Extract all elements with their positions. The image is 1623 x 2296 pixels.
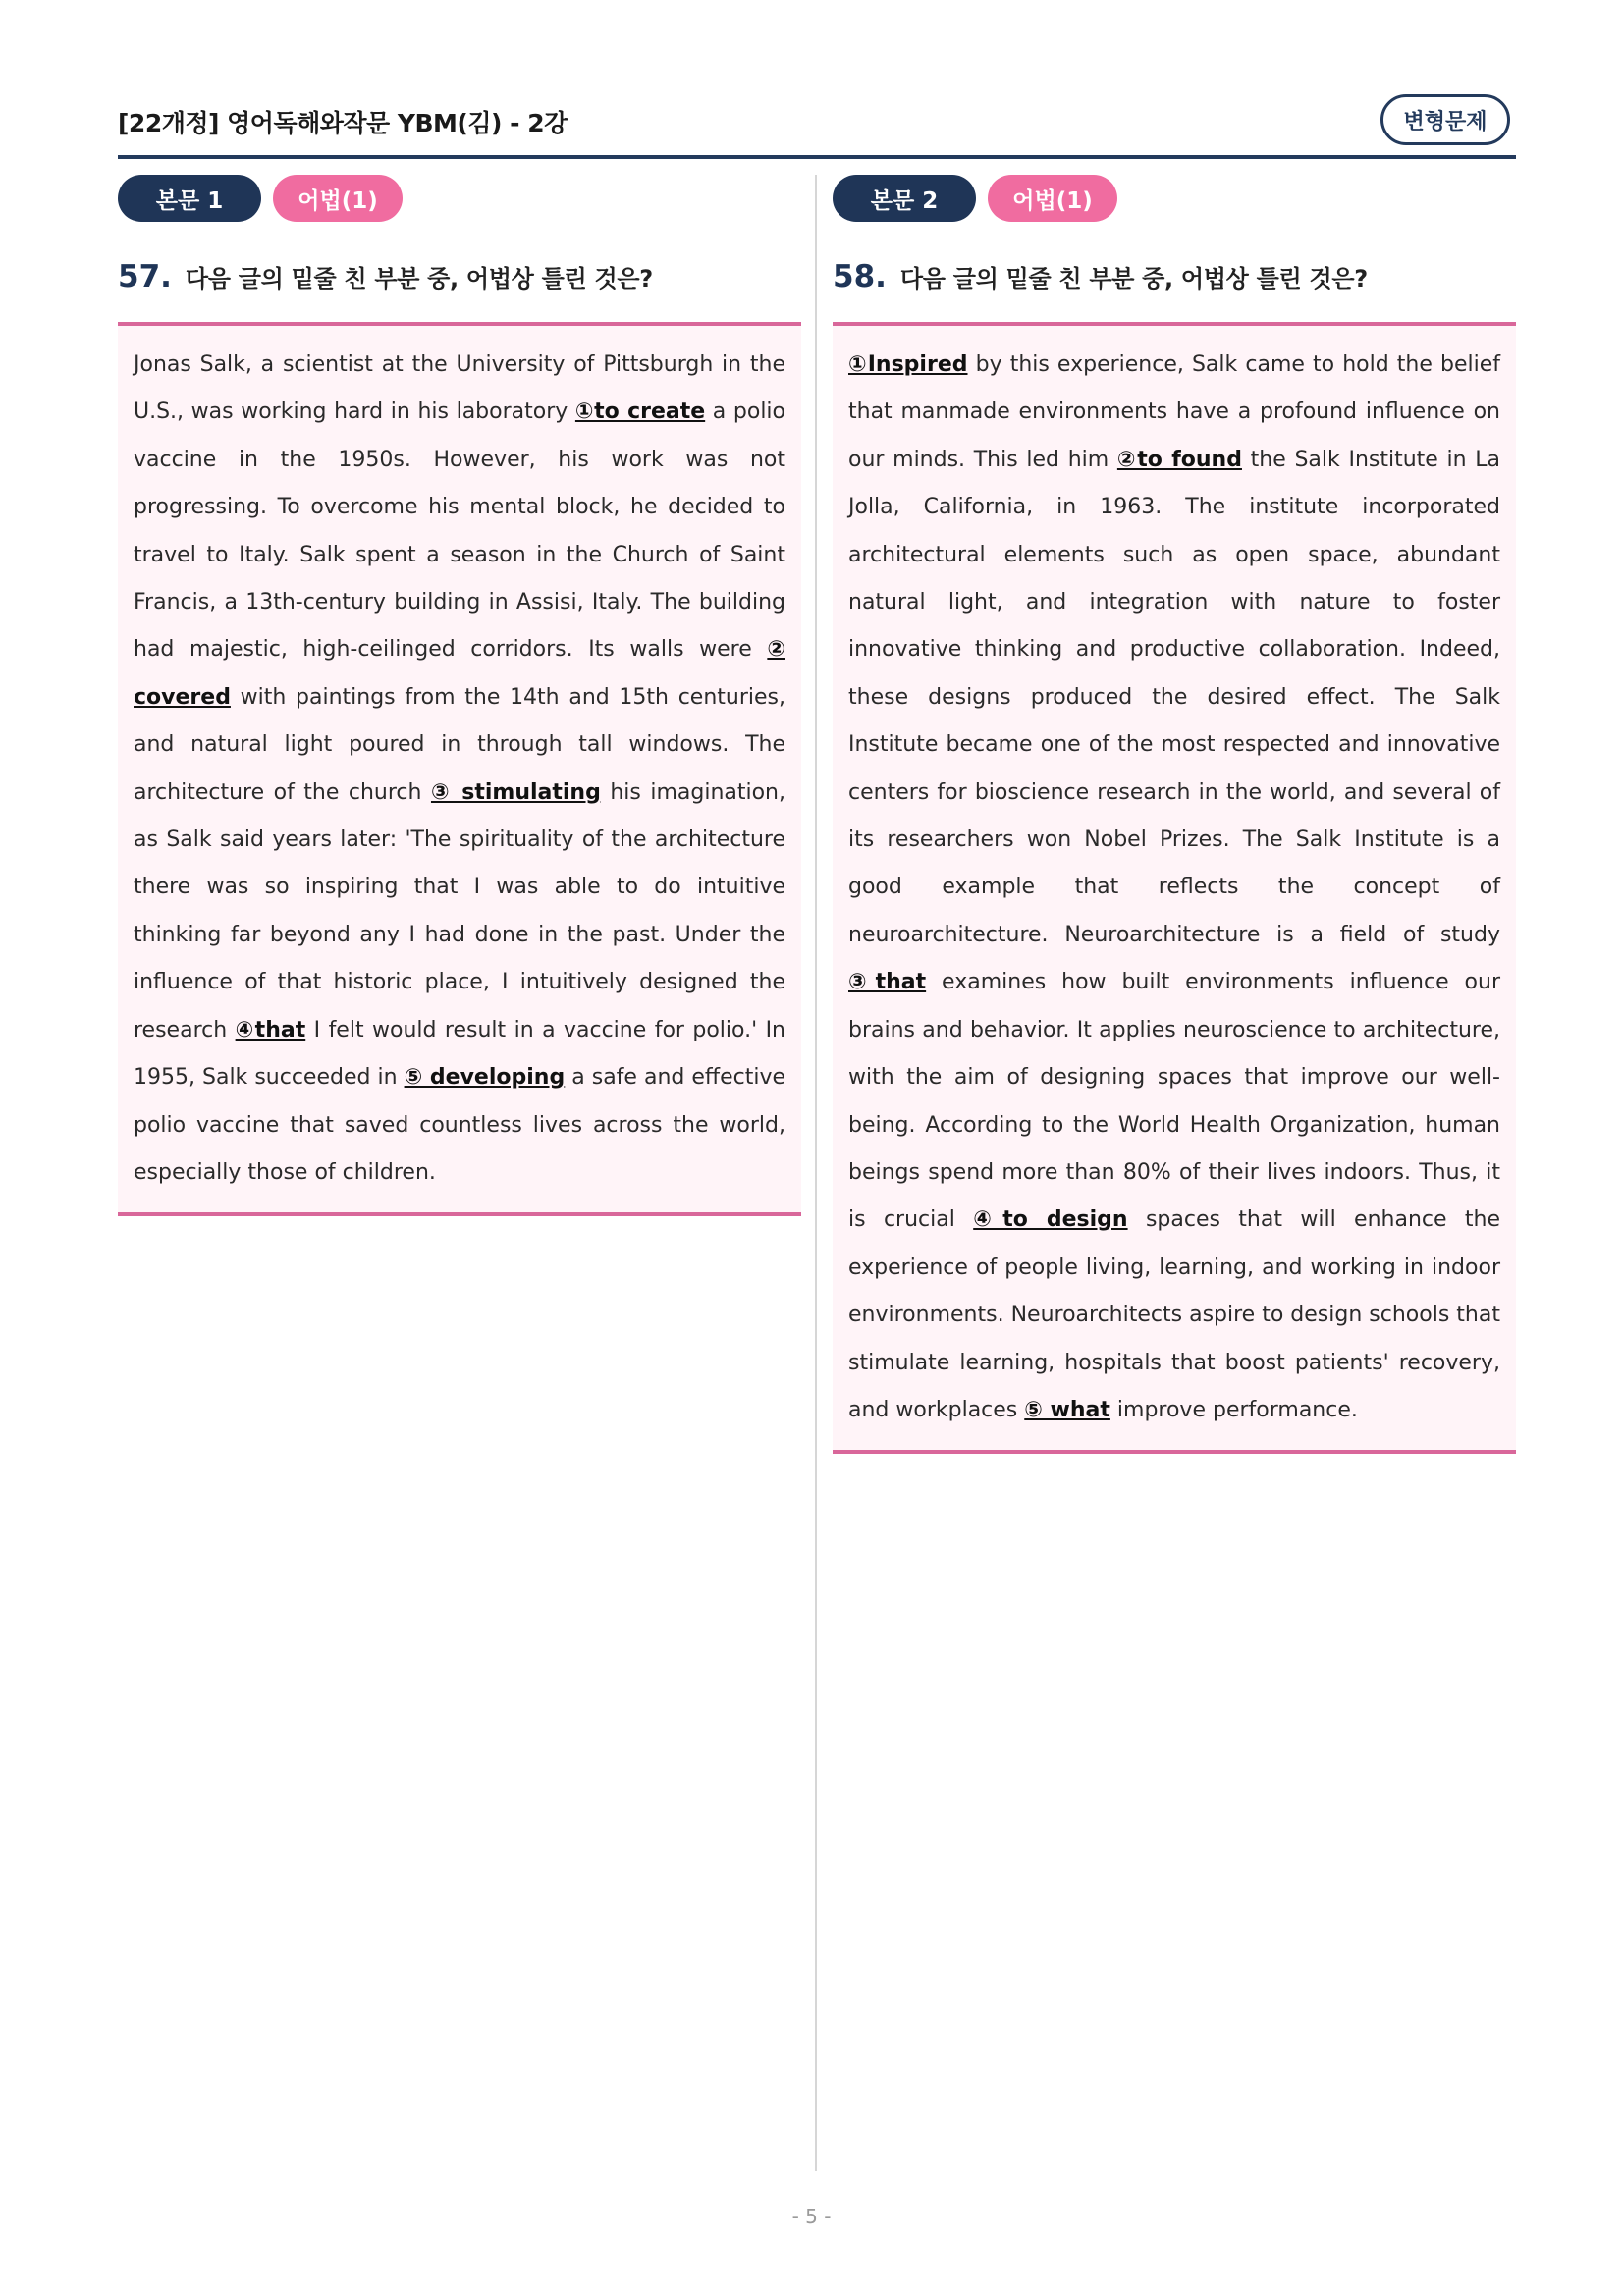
right-column	[833, 175, 1516, 1454]
section-pill: 본문 2	[833, 175, 976, 222]
type-pill: 어법(1)	[273, 175, 403, 222]
passage-text: ①Inspired by this experience, Salk came to hold the belief that manmade environments have a profound influence on our minds. This led him ②to found the Salk Institute in La Jolla, California, in 1963. The institute incorporated architectural elements such as open space, abundant natural light, and integration with nature to foster innovative thinking and productive collaboration. Indeed, these designs produced the desired effect. The Salk Institute became one of the most respected and innovative centers for bioscience research in the world, and several of its researchers won Nobel Prizes. The Salk Institute is a good example that reflects the concept of neuroarchitecture. Neuroarchitecture is a field of study ③that examines how built environments influence our brains and behavior. It applies neuroscience to architecture, with the aim of designing spaces that improve our well-being. According to the World Health Organization, human beings spend more than 80% of their lives indoors. Thus, it is crucial ④to design spaces that will enhance the experience of people living, learning, and working in indoor environments. Neuroarchitects aspire to design schools that stimulate learning, hospitals that boost patients' recovery, and workplaces ⑤ what improve performance.	[848, 352, 1501, 1422]
question-header	[118, 259, 801, 298]
question-number: 57.	[118, 259, 172, 294]
left-column	[118, 175, 801, 1216]
underlined-choice: ③ stimulating	[430, 779, 601, 805]
underlined-choice: ④that	[235, 1017, 306, 1042]
question-number: 58.	[833, 259, 887, 294]
underlined-choice: ② covered	[134, 637, 785, 710]
section-pill: 본문 1	[118, 175, 261, 222]
right-tags	[833, 175, 1516, 222]
question-header	[833, 259, 1516, 298]
passage-text: Jonas Salk, a scientist at the University of Pittsburgh in the U.S., was working hard in his laboratory ①to create a polio vaccine in the 1950s. However, his work was not progressing. To overcome his mental block, he decided to travel to Italy. Salk spent a season in the Church of Saint Francis, a 13th-century building in Assisi, Italy. The building had majestic, high-ceilinged corridors. Its walls were ② covered with paintings from the 14th and 15th centuries, and natural light poured in through tall windows. The architecture of the church ③ stimulating his imagination, as Salk said years later: 'The spirituality of the architecture there was so inspiring that I was able to do intuitive thinking far beyond any I had done in the past. Under the influence of that historic place, I intuitively designed the research ④that I felt would result in a vaccine for polio.' In 1955, Salk succeeded in ⑤ developing a safe and effective polio vaccine that saved countless lives across the world, especially those of children.	[134, 352, 786, 1185]
type-pill: 어법(1)	[988, 175, 1117, 222]
variant-badge: 변형문제	[1380, 94, 1510, 145]
passage-box	[833, 322, 1516, 1454]
column-divider	[815, 175, 817, 2171]
header-divider	[118, 155, 1516, 159]
underlined-choice: ①to create	[574, 400, 706, 425]
page-title: [22개정] 영어독해와작문 YBM(김) - 2강	[118, 109, 568, 137]
underlined-choice: ⑤ developing	[404, 1065, 566, 1091]
question-text: 다음 글의 밑줄 친 부분 중, 어법상 틀린 것은?	[185, 265, 653, 293]
underlined-choice: ①Inspired	[848, 352, 968, 377]
underlined-choice: ④to design	[973, 1207, 1128, 1233]
passage-box	[118, 322, 801, 1216]
underlined-choice: ③that	[848, 970, 927, 995]
left-tags	[118, 175, 801, 222]
question-text: 다음 글의 밑줄 친 부분 중, 어법상 틀린 것은?	[899, 265, 1368, 293]
underlined-choice: ②to found	[1116, 447, 1242, 472]
page-number: - 5 -	[791, 2205, 832, 2228]
underlined-choice: ⑤ what	[1024, 1397, 1110, 1422]
